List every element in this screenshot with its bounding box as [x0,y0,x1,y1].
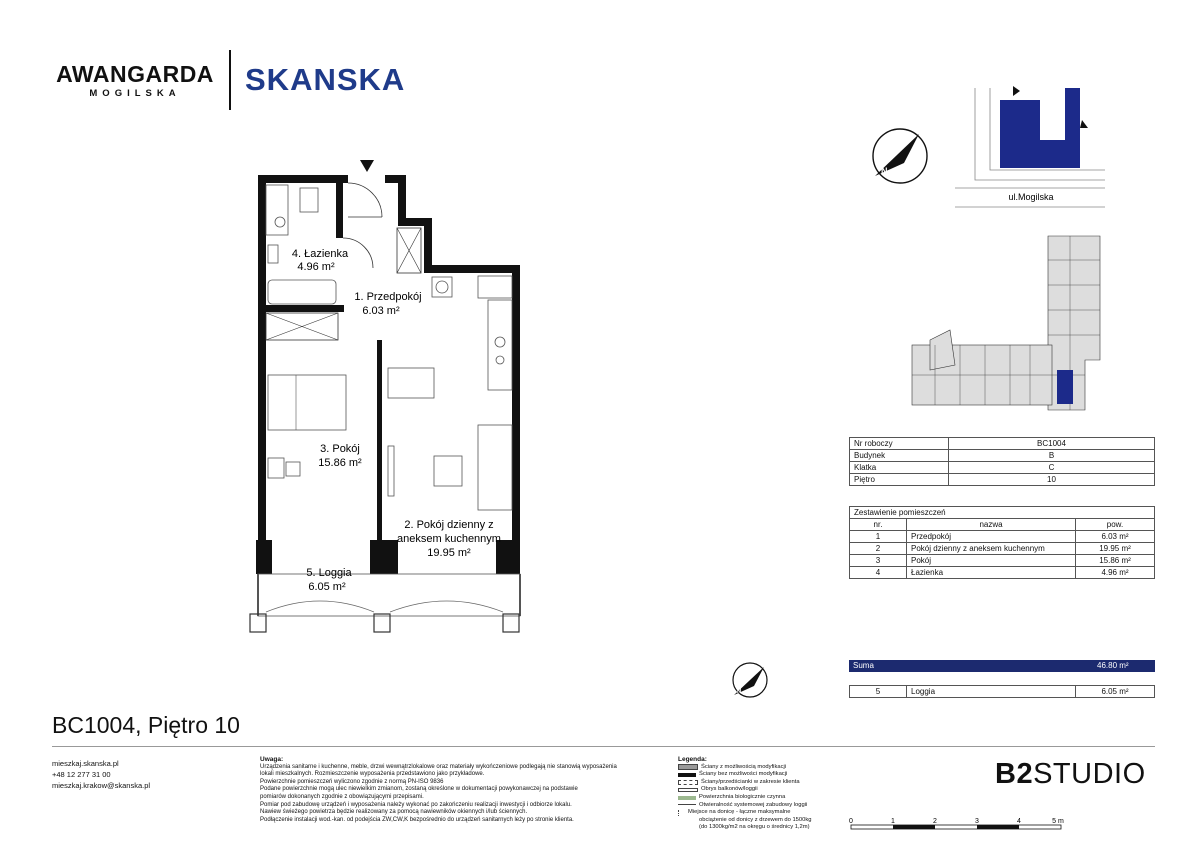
room-3-area: 15.86 m² [318,457,362,469]
brand-name: AWANGARDA [56,61,214,87]
building-floor-key [908,232,1108,412]
table-row: Nr roboczy BC1004 [850,438,1155,450]
table-row: 4 Łazienka 4.96 m² [850,567,1155,579]
table-row: 2 Pokój dzienny z aneksem kuchennym 19.95 m² [850,543,1155,555]
contact-email[interactable]: mieszkaj.krakow@skanska.pl [52,781,151,790]
svg-text:1: 1 [891,818,895,825]
room-5-area: 6.05 m² [308,581,346,593]
wall-bath-bedroom [262,305,344,312]
skanska-logo: SKANSKA [245,62,406,97]
building-highlight [1000,88,1080,168]
room-2-name-1: 2. Pokój dzienny z [404,519,494,531]
brand-subtitle: MOGILSKA [89,88,181,99]
room-1-name: 1. Przedpokój [354,291,422,303]
scale-bar [846,815,1076,839]
entrance-arrow [360,160,374,172]
legend: Legenda: Ściany z możliwością modyfikacji Ściany bez możliwości modyfikacji Ściany/przedścianki w zakresie klienta Obrys balkonów/loggii Powierzchnia biologicznie czynna Otwieralność systemowej zabudowy loggii Miejsce na donicę - łączne maksymalne obciążenie od donicy z drzewem do 1500kg (do 1300kg/m2 na okręgu o średnicy 1,2m) [678,756,812,831]
unit-highlight [1057,370,1073,404]
awangarda-logo [55,62,215,99]
table-row: Piętro 10 [850,474,1155,486]
svg-text:N: N [881,166,888,176]
wall-stair [398,175,406,225]
north-arrow-small-icon [728,660,774,702]
sum-value: 46.80 m² [1097,661,1129,670]
street-label: ul.Mogilska [1008,192,1054,202]
room-5-name: 5. Loggia [306,567,352,579]
b2studio-logo: B2STUDIO [995,758,1146,790]
room-2-name-2: aneksem kuchennym [397,533,501,545]
svg-text:0: 0 [849,818,853,825]
location-plan [945,82,1115,217]
contact-phone[interactable]: +48 12 277 31 00 [52,770,111,779]
table-row: Klatka C [850,462,1155,474]
wall-north-left [258,175,348,183]
contact-info [52,758,150,791]
room-1-area: 6.03 m² [362,305,400,317]
table-row: Budynek B [850,450,1155,462]
svg-text:2: 2 [933,818,937,825]
svg-text:3: 3 [975,818,979,825]
svg-text:5 m: 5 m [1052,818,1064,825]
area-sum-bar [849,660,1155,672]
unit-title: BC1004, Piętro 10 [52,712,240,738]
north-arrow-icon [862,120,940,192]
notes: Uwaga: Urządzenia sanitarne i kuchenne, meble, drzwi wewnątrzlokalowe oraz materiały wykończeniowe podlegają nie stanowią wyposażenia lokali mieszkalnych. Rozmieszczenie wyposażenia przedstawiono jako przykładowe. Powierzchnie pomieszczeń wyliczono zgodnie z normą PN-ISO 9836 Podane powierzchnie mogą ulec niewielkim zmianom, zostaną określone w dokumentacji powykonawczej na podstawie pomiarów dokonanych zgodnie z obowiązującymi przepisami. Pomiar pod zabudowę urządzeń i wyposażenia należy wykonać po zakończeniu realizacji inwestycji i odbiorze lokalu. Nawiew świeżego powietrza będzie realizowany za pomocą nawiewników okiennych i/lub ściennych. Podłączenie instalacji wod.-kan. od podejścia ZW,CW,K bezpośrednio do urządzeń sanitarnych leży po stronie klienta. [260,756,617,823]
room-4-name: 4. Łazienka [291,248,349,260]
rooms-table-title: Zestawienie pomieszczeń [850,507,1155,519]
table-row: 3 Pokój 15.86 m² [850,555,1155,567]
wall-west [258,175,266,545]
svg-text:4: 4 [1017,818,1021,825]
logo-divider [229,50,231,110]
wall-bed-living [377,340,382,545]
room-4-area: 4.96 m² [297,261,335,273]
contact-website[interactable]: mieszkaj.skanska.pl [52,759,119,768]
svg-text:N: N [737,689,742,695]
rooms-table: Zestawienie pomieszczeń nr. nazwa pow. 1 Przedpokój 6.03 m² 2 Pokój dzienny z aneksem kuchennym 19.95 m² 3 Pokój 15.86 m² 4 Łazienka 4.96 m² [849,506,1155,579]
room-2-area: 19.95 m² [427,547,471,559]
loggia-table [849,685,1155,698]
footer-divider [52,746,1155,747]
room-3-name: 3. Pokój [320,443,360,455]
table-row: 1 Przedpokój 6.03 m² [850,531,1155,543]
floor-plan [230,150,530,645]
wall-east [512,265,520,545]
table-row: 5 Loggia 6.05 m² [850,686,1155,698]
sum-label: Suma [853,661,874,670]
unit-info-table [849,437,1155,486]
